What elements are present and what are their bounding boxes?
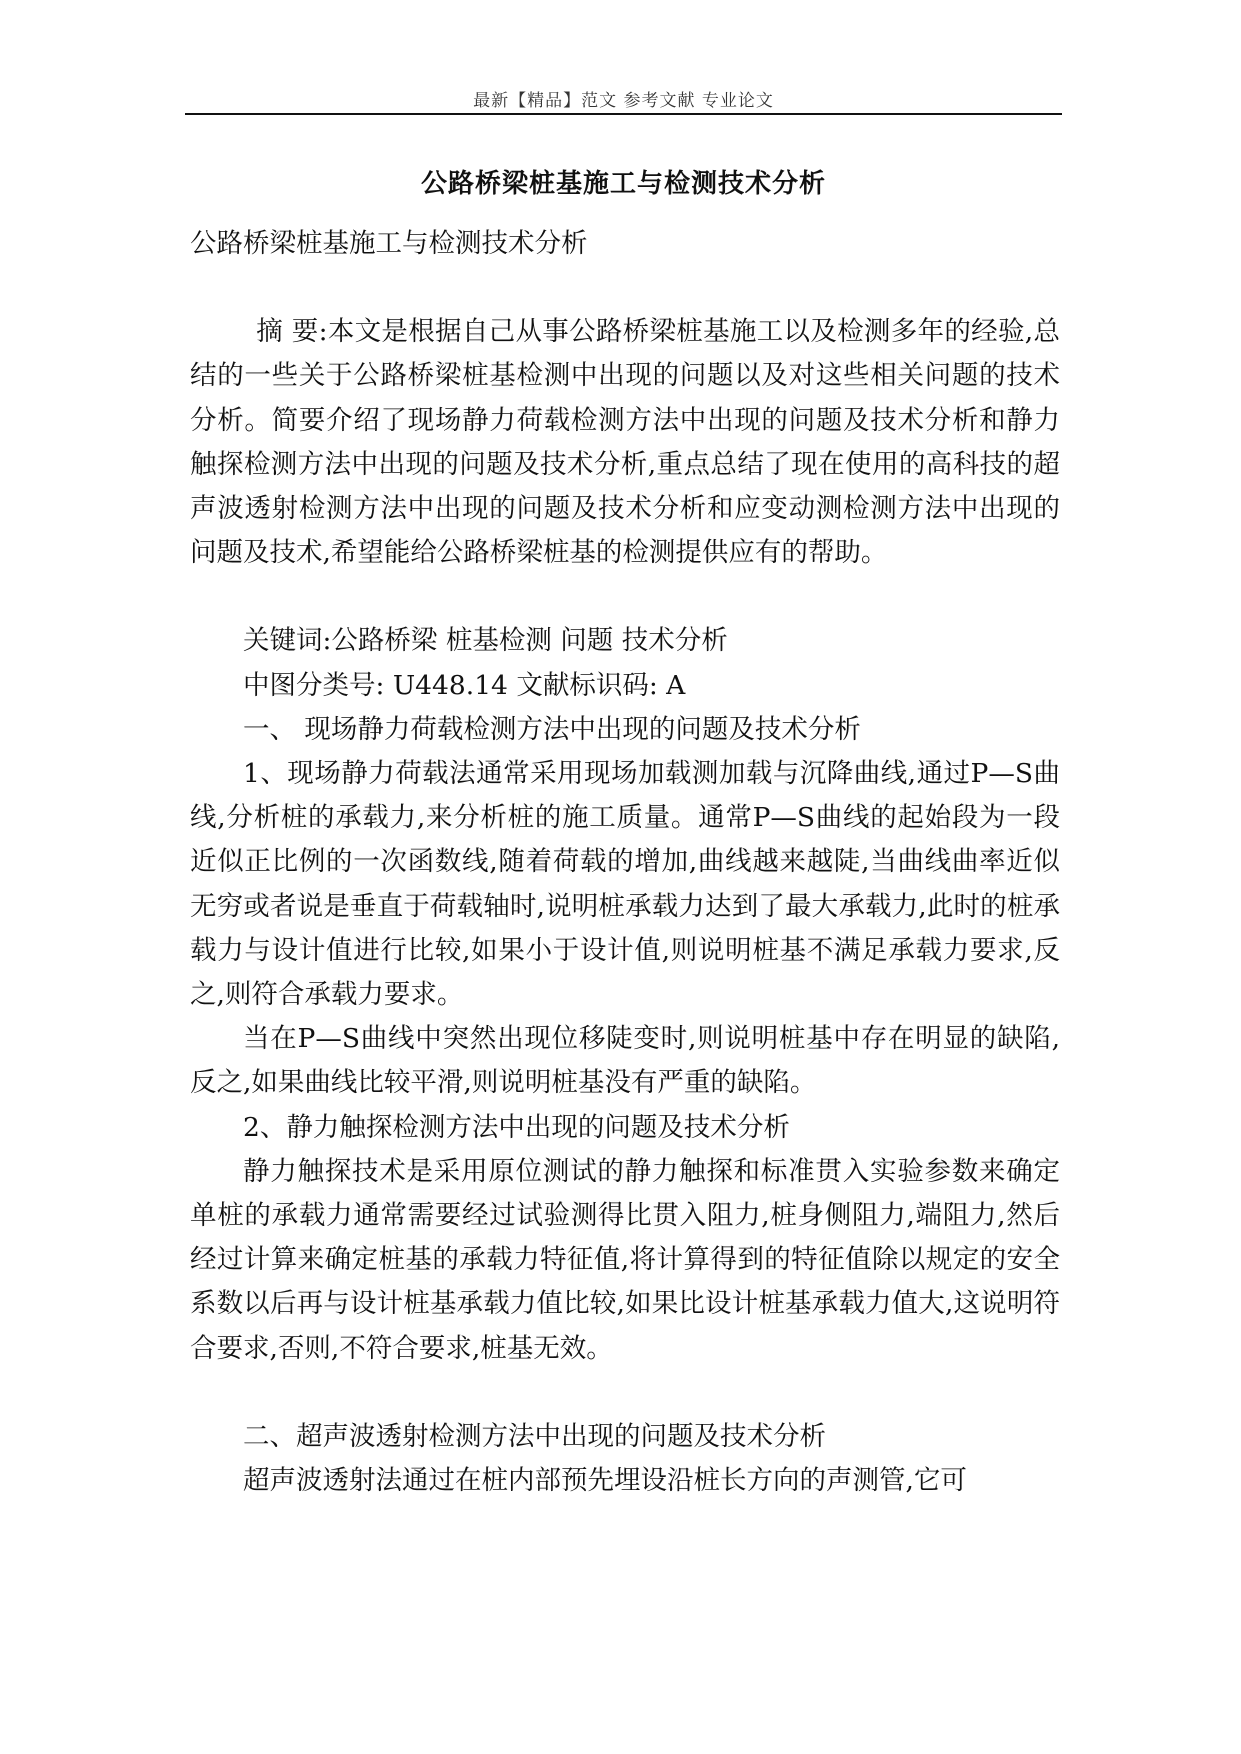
abstract-paragraph: 摘 要:本文是根据自己从事公路桥梁桩基施工以及检测多年的经验,总结的一些关于公路桥梁桩基检测中出现的问题以及对这些相关问题的技术分析。简要介绍了现场静力荷载检测方法中出现的问题及技术分析和静力触探检测方法中出现的问题及技术分析,重点总结了现在使用的高科技的超声波透射检测方法中出现的问题及技术分析和应变动测检测方法中出现的问题及技术,希望能给公路桥梁桩基的检测提供应有的帮助。	[190, 316, 1060, 569]
document-body	[190, 222, 1060, 1503]
page-header: 最新【精品】范文 参考文献 专业论文	[473, 91, 774, 111]
paragraph-3: 静力触探技术是采用原位测试的静力触探和标准贯入实验参数来确定单桩的承载力通常需要经过试验测得比贯入阻力,桩身侧阻力,端阻力,然后经过计算来确定桩基的承载力特征值,将计算得到的特征值除以规定的安全系数以后再与设计桩基承载力值比较,如果比设计桩基承载力值大,这说明符合要求,否则,不符合要求,桩基无效。	[190, 1155, 1060, 1364]
header-rule	[185, 113, 1062, 115]
paragraph-1: 1、现场静力荷载法通常采用现场加载测加载与沉降曲线,通过P—S曲线,分析桩的承载力,来分析桩的施工质量。通常P—S曲线的起始段为一段近似正比例的一次函数线,随着荷载的增加,曲线越来越陡,当曲线曲率近似无穷或者说是垂直于荷载轴时,说明桩承载力达到了最大承载力,此时的桩承载力与设计值进行比较,如果小于设计值,则说明桩基不满足承载力要求,反之,则符合承载力要求。	[190, 758, 1060, 1011]
section-2-heading: 二、超声波透射检测方法中出现的问题及技术分析	[243, 1420, 826, 1452]
document-title: 公路桥梁桩基施工与检测技术分析	[420, 169, 826, 199]
section-1-heading: 一、 现场静力荷载检测方法中出现的问题及技术分析	[243, 713, 861, 745]
paragraph-4: 超声波透射法通过在桩内部预先埋设沿桩长方向的声测管,它可	[243, 1465, 967, 1497]
section-1-subheading-2: 2、静力触探检测方法中出现的问题及技术分析	[243, 1111, 790, 1143]
classification-line: 中图分类号: U448.14 文献标识码: A	[243, 669, 686, 701]
paragraph-2: 当在P—S曲线中突然出现位移陡变时,则说明桩基中存在明显的缺陷,反之,如果曲线比较平滑,则说明桩基没有严重的缺陷。	[190, 1023, 1060, 1099]
spacer	[190, 575, 1060, 619]
keywords-line: 关键词:公路桥梁 桩基检测 问题 技术分析	[243, 625, 728, 657]
spacer	[190, 1371, 1060, 1415]
spacer	[190, 266, 1060, 310]
subtitle-line: 公路桥梁桩基施工与检测技术分析	[190, 228, 588, 259]
